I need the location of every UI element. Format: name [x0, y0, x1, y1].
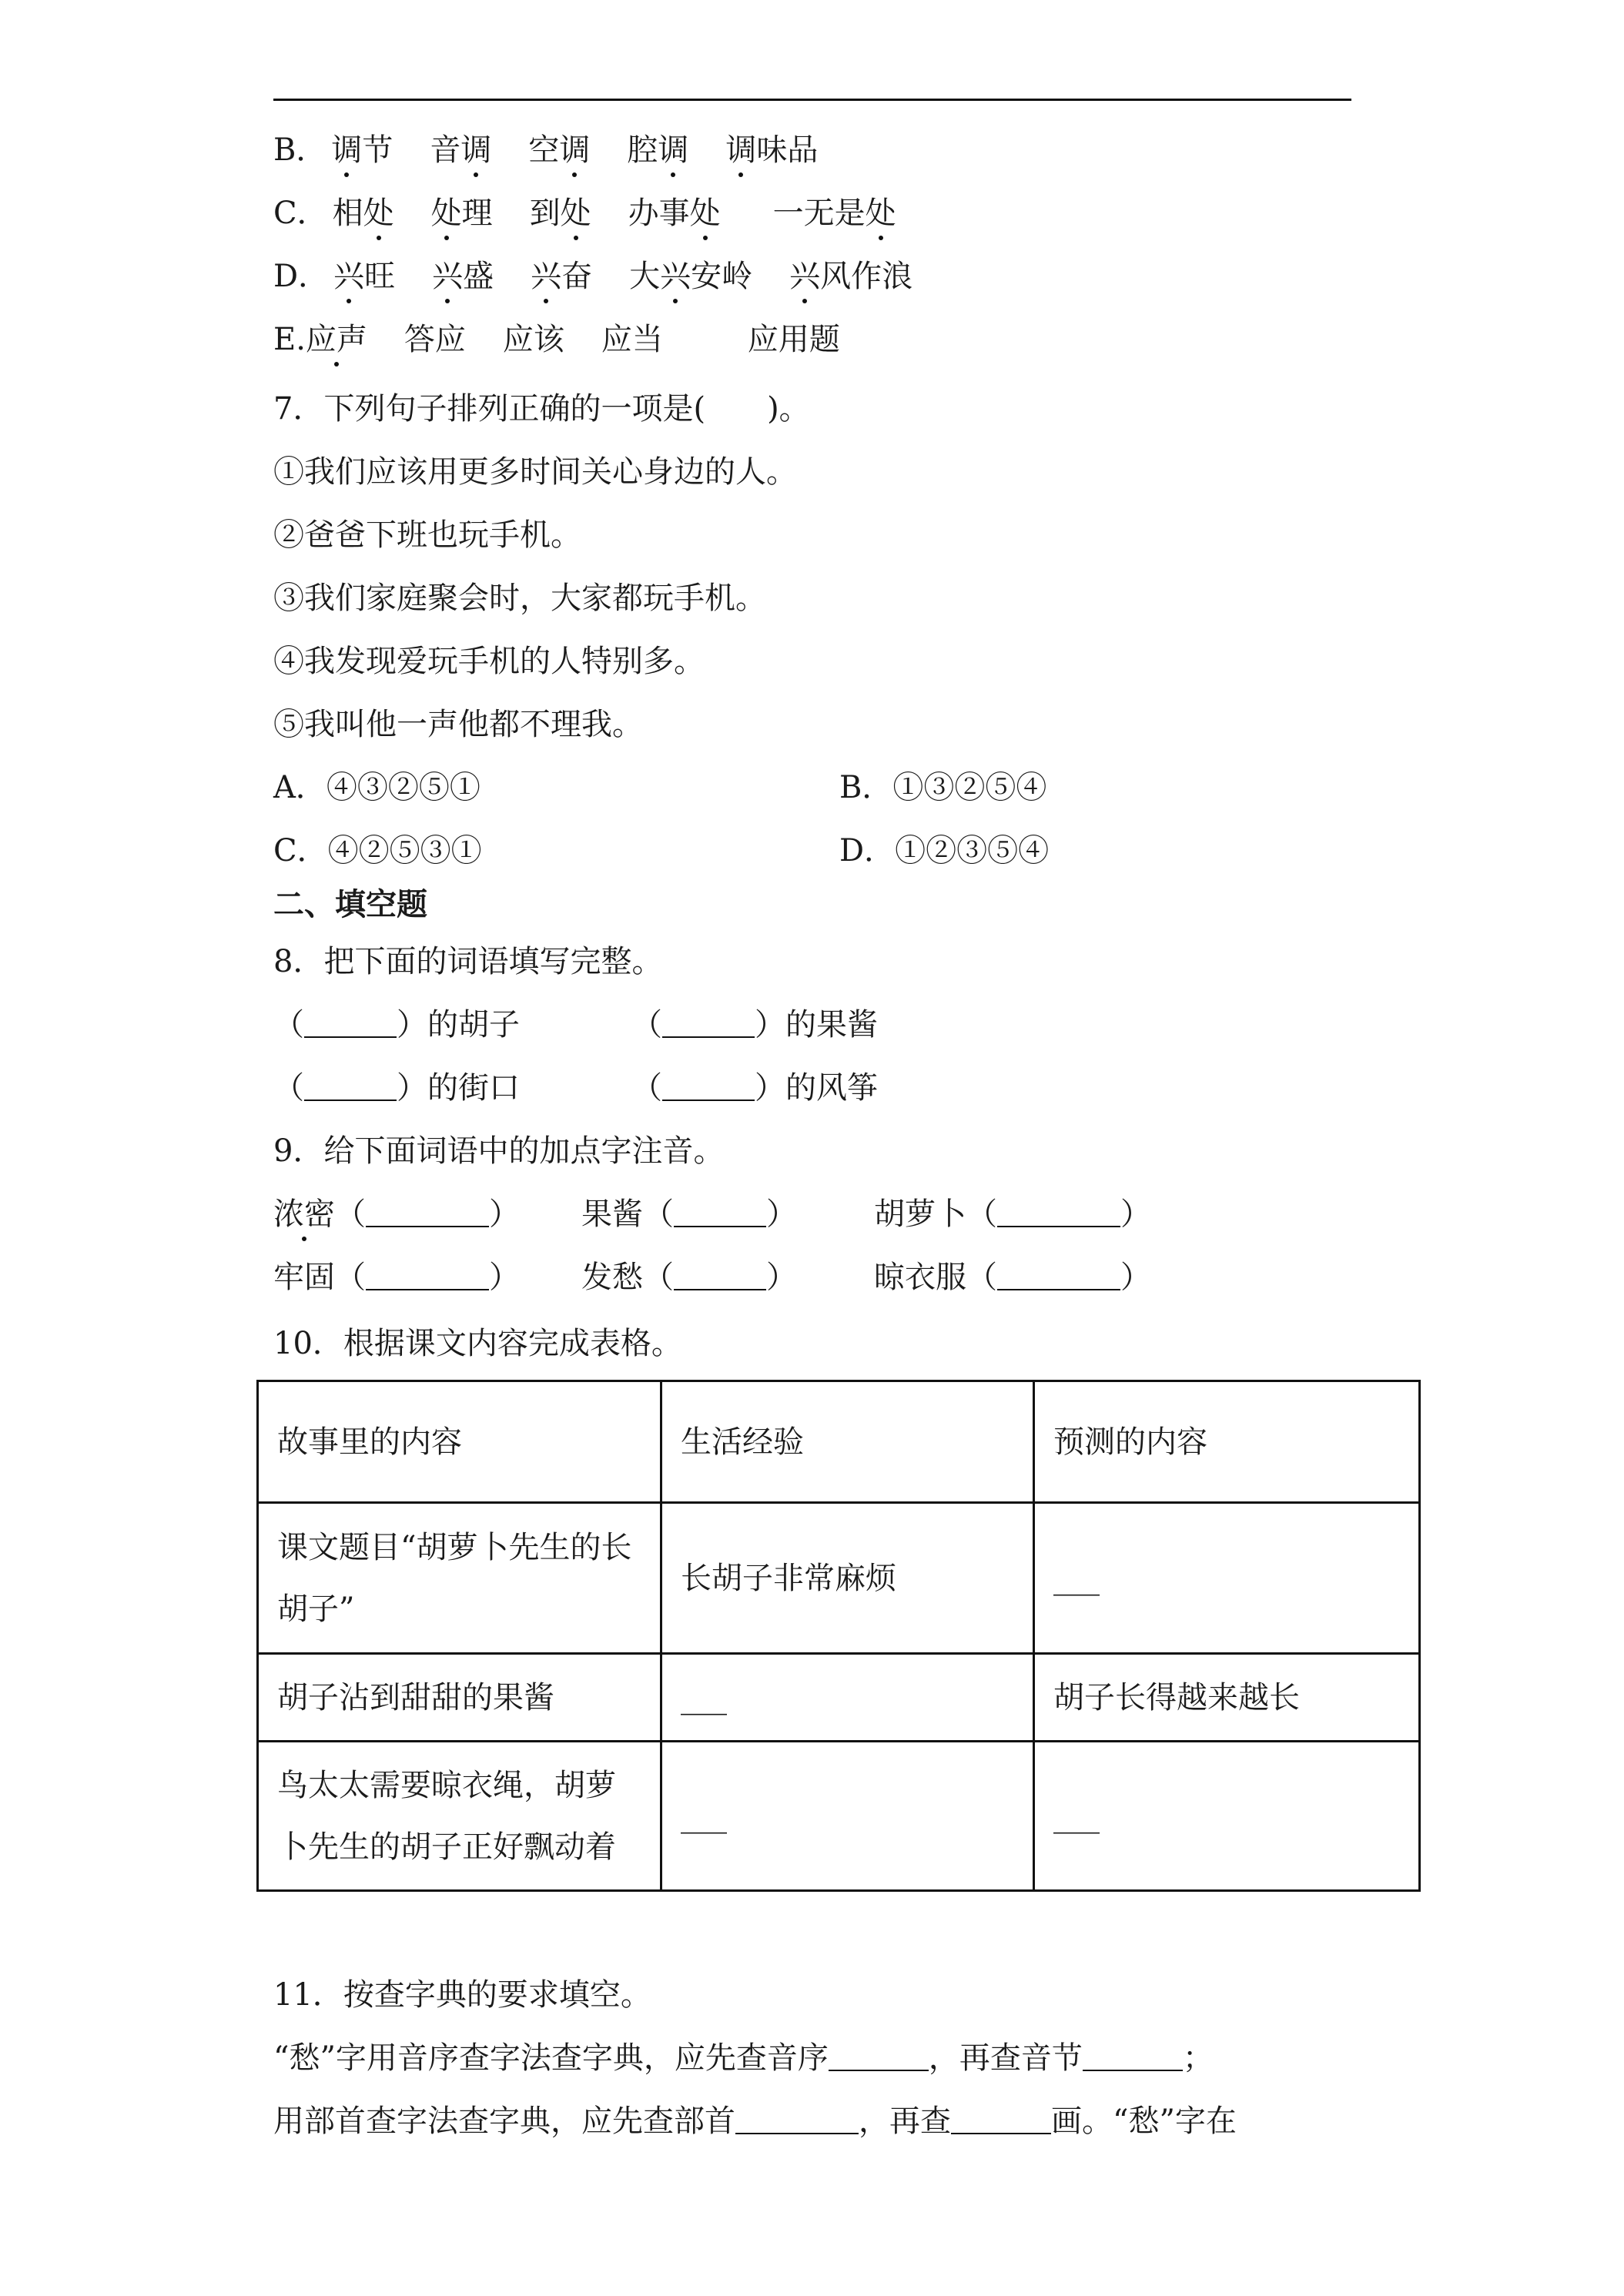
q7-choice-a[interactable]: A．④③②⑤①: [273, 770, 481, 805]
q10-table: [256, 1380, 1421, 1892]
answer-cell[interactable]: [661, 1654, 1034, 1742]
q8-item-3: （ ）的街口: [273, 1070, 520, 1106]
table-header-cell: 生活经验: [661, 1381, 1034, 1503]
header-rule: [273, 99, 1351, 101]
word: 调节: [331, 132, 393, 168]
word: 兴旺: [333, 259, 396, 294]
q6-option-c: C． 相处 处理 到处 办事处 一无是处: [273, 196, 896, 231]
q7-sentence-4: ④我发现爱玩手机的人特别多。: [273, 644, 705, 679]
word: 腔调: [627, 132, 689, 168]
q11-line-2: 用部首查字法查字典，应先查部首 ，再查 画。“愁”字在: [273, 2104, 1237, 2139]
answer-cell[interactable]: [1034, 1503, 1420, 1654]
table-row: [258, 1503, 1420, 1654]
answer-blank[interactable]: [735, 2107, 859, 2134]
word: 办事处: [628, 196, 721, 231]
table-header-row: [258, 1381, 1420, 1503]
q7-sentence-1: ①我们应该用更多时间关心身边的人。: [273, 454, 797, 490]
answer-blank-mark: ___: [1053, 1560, 1100, 1596]
q11-line-1: “愁”字用音序查字法查字典，应先查音序 ，再查音节 ；: [273, 2040, 1214, 2076]
answer-blank-mark: ___: [681, 1679, 728, 1715]
answer-blank[interactable]: [304, 1010, 397, 1038]
q7-choice-d[interactable]: D．①②③⑤④: [839, 833, 1050, 869]
q6-option-e: E.应声 答应 应该 应当 应用题: [273, 322, 840, 357]
table-row: [258, 1742, 1420, 1891]
q10-stem: 10．根据课文内容完成表格。: [273, 1326, 682, 1361]
answer-blank[interactable]: [829, 2043, 929, 2071]
table-header-cell: 预测的内容: [1034, 1381, 1420, 1503]
answer-cell[interactable]: [661, 1742, 1034, 1891]
q9-item-4: 牢固（ ）: [273, 1260, 520, 1295]
table-cell: 鸟太太需要晾衣绳，胡萝卜先生的胡子正好飘动着: [258, 1742, 661, 1891]
q7-sentence-2: ②爸爸下班也玩手机。: [273, 517, 581, 553]
table-row: [258, 1654, 1420, 1742]
q6-option-b: B． 调节 音调 空调 腔调 调味品: [273, 132, 819, 168]
answer-blank-mark: ___: [681, 1798, 728, 1834]
table-cell: 课文题目“胡萝卜先生的长胡子”: [258, 1503, 661, 1654]
answer-blank[interactable]: [997, 1263, 1120, 1290]
word: 兴风作浪: [789, 259, 913, 294]
answer-blank[interactable]: [662, 1010, 755, 1038]
word: 音调: [430, 132, 492, 168]
q7-choice-b[interactable]: B．①③②⑤④: [839, 770, 1047, 805]
word: 处理: [430, 196, 493, 231]
q7-stem: 7．下列句子排列正确的一项是( )。: [273, 391, 810, 427]
q8-item-4: （ ）的风筝: [631, 1070, 878, 1106]
table-cell: 胡子沾到甜甜的果酱: [258, 1654, 661, 1742]
word: 兴奋: [531, 259, 593, 294]
q9-item-1: 浓密（ ）: [273, 1197, 520, 1232]
q8-stem: 8．把下面的词语填写完整。: [273, 944, 663, 979]
answer-blank[interactable]: [366, 1263, 489, 1290]
word: 兴盛: [432, 259, 494, 294]
q9-item-6: 晾衣服（ ）: [874, 1260, 1151, 1295]
word: 大兴安岭: [629, 259, 753, 294]
word: 一无是处: [772, 196, 896, 231]
answer-blank[interactable]: [951, 2107, 1051, 2134]
answer-blank[interactable]: [997, 1200, 1120, 1227]
word: 到处: [529, 196, 591, 231]
answer-blank[interactable]: [674, 1200, 766, 1227]
q7-choice-c[interactable]: C．④②⑤③①: [273, 833, 482, 869]
answer-blank[interactable]: [304, 1073, 397, 1101]
q8-item-1: （ ）的胡子: [273, 1007, 520, 1043]
answer-blank[interactable]: [1083, 2043, 1183, 2071]
answer-blank-mark: ___: [1053, 1798, 1100, 1834]
answer-blank[interactable]: [674, 1263, 766, 1290]
q11-stem: 11．按查字典的要求填空。: [273, 1977, 651, 2013]
q6-option-d: D． 兴旺 兴盛 兴奋 大兴安岭 兴风作浪: [273, 259, 913, 294]
table-cell: 胡子长得越来越长: [1034, 1654, 1420, 1742]
table-header-cell: 故事里的内容: [258, 1381, 661, 1503]
answer-blank[interactable]: [366, 1200, 489, 1227]
q8-item-2: （ ）的果酱: [631, 1007, 878, 1043]
word: 调味品: [725, 132, 819, 168]
q9-item-5: 发愁（ ）: [581, 1260, 797, 1295]
q9-item-2: 果酱（ ）: [581, 1197, 797, 1232]
q7-sentence-5: ⑤我叫他一声他都不理我。: [273, 707, 643, 742]
word: 空调: [528, 132, 591, 168]
answer-cell[interactable]: [1034, 1742, 1420, 1891]
q9-item-3: 胡萝卜（ ）: [874, 1197, 1151, 1232]
q9-stem: 9．给下面词语中的加点字注音。: [273, 1133, 725, 1169]
answer-blank[interactable]: [662, 1073, 755, 1101]
q7-sentence-3: ③我们家庭聚会时，大家都玩手机。: [273, 581, 766, 616]
word: 相处: [332, 196, 394, 231]
table-cell: 长胡子非常麻烦: [661, 1503, 1034, 1654]
section-title: 二、填空题: [273, 886, 427, 922]
